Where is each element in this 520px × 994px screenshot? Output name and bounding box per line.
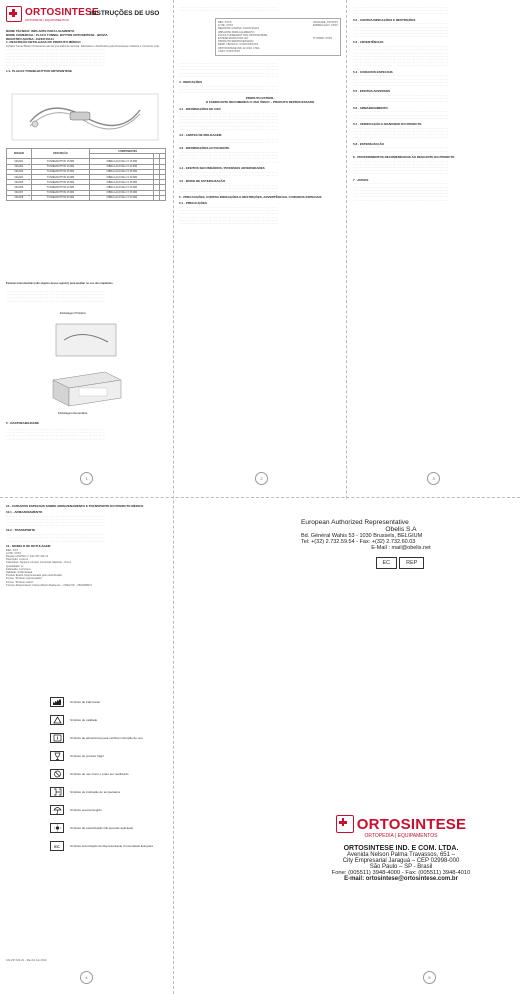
section-heading: 5.5 - EFEITOS ADVERSOS <box>353 89 391 94</box>
table-cell: 001/002 <box>7 164 32 169</box>
fold-line <box>0 497 520 498</box>
table-cell: TUNNELBUTTON 25 MM <box>31 169 89 174</box>
table-cell: 001/004 <box>7 174 32 179</box>
symbol-label: Símbolo de produto frágil <box>70 754 104 758</box>
section-heading: 5 - PRECAUÇÕES, CONTRA INDICAÇÕES E RESTRIÇÕES, ADVERTÊNCIAS, CUIDADOS ESPECIAIS <box>179 195 322 200</box>
symbol-row <box>50 715 168 725</box>
label-line: ESTERILIZADO POR: EO <box>218 37 249 41</box>
rep-label: REP <box>399 557 424 569</box>
section-heading: 1.1- PLACAS TUNNELBUTTON ORTOSINTESE <box>6 68 73 73</box>
body-text: ··· ··· ··· ··· ··· ··· ··· ··· ··· ··· ··· ··· ··· ··· ··· ··· ··· ··· ··· ··· ··· ··· ··· ··· ··· ··· ··· ··· ··· ··· ··· ··· ··· ··· ··· ··· ··· ··· ··· ··· ··· ··· ··· ··· ··· ··· ··· ··· ··· ··· ··· ··· ··· ··· ··· ··· ··· ··· ··· ··· ··· ··· ··· ··· ··· ··· ··· ··· ··· ··· ··· ··· ··· ··· ··· ··· ··· ··· ··· ··· ··· ··· ··· ··· ··· ··· ··· ··· ··· ··· ··· ··· ··· ··· ··· ··· ··· ··· ··· ··· ··· ··· ··· ··· ··· ··· ··· ··· ··· ··· ··· ··· ··· ··· ··· ··· ··· ··· ··· ··· ··· ··· ··· ··· ··· ··· ··· ··· ··· ··· ··· ··· ··· ··· ··· ··· ··· ··· ··· ··· ··· ··· ··· ··· ··· ··· ··· ··· ··· ··· 4 - INDICAÇÕES ··· ··· ··· ··· ··· ··· ··· ··· ··· ··· ··· ··· ··· ··· ··· ··· ··· ··· ··· ··· ··· ··· ··· ··· ··· ··· ··· ··· ··· ··· ··· ··· ··· ··· ··· ··· ··· ··· ··· ··· ··· ··· ··· ··· ··· ··· ··· ··· ··· ··· ··· ··· ··· ··· ··· ··· ··· ··· ··· ··· ··· ··· ··· ··· ··· ··· ··· ··· ··· ··· ··· ··· ··· ··· ··· ··· ··· ··· ··· ··· ··· ··· ··· ··· ··· ··· ··· ··· ··· ··· PRODUTO ESTÉRIL O FABRICANTE RECOMENDA O USO ÚNICO – PRODUTO REPROCESSADO 4.1 - INFORMAÇÕES DE USO ··· ··· ··· ··· ··· ··· ··· ··· ··· ··· ··· ··· ··· ··· ··· ··· ··· ··· ··· ··· ··· ··· ··· ··· ··· ··· ··· ··· ··· ··· ··· ··· ··· ··· ··· ··· ··· ··· ··· ··· ··· ··· ··· ··· ··· ··· ··· ··· ··· ··· ··· ··· ··· ··· ··· ··· ··· ··· ··· ··· ··· ··· ··· ··· ··· ··· ··· ··· ··· ··· ··· ··· ··· ··· ··· ··· ··· ··· ··· ··· ··· ··· ··· ··· ··· ··· ··· ··· ··· ··· ··· ··· ··· ··· ··· ··· ··· ··· ··· ··· ··· ··· ··· ··· ··· ··· ··· ··· ··· ··· ··· ··· ··· ··· ··· ··· ··· ··· ··· ··· ··· ··· ··· ··· ··· ··· ··· ··· ··· ··· ··· ··· ··· ··· ··· ··· ··· ··· ··· ··· ··· ··· ··· ··· ··· ··· ··· ··· ··· ··· ··· ··· ··· ··· ··· ··· ··· ··· ··· ··· ··· ··· ··· ··· ··· ··· ··· ··· ··· ··· ··· ··· ··· ··· ··· ··· ··· ··· ··· ··· 4.2 - LIMITES DE MOLDAGEM ··· ··· ··· ··· ··· ··· ··· ··· ··· ··· ··· ··· ··· ··· ··· ··· ··· ··· ··· ··· ··· ··· ··· ··· ··· ··· ··· ··· ··· ··· ··· ··· ··· ··· ··· ··· ··· ··· ··· ··· ··· ··· ··· ··· ··· ··· ··· ··· ··· ··· ··· ··· ··· ··· ··· ··· ··· ··· ··· ··· 4.3 - INFORMAÇÕES AO PACIENTE ··· ··· ··· ··· ··· ··· ··· ··· ··· ··· ··· ··· ··· ··· ··· ··· ··· ··· ··· ··· ··· ··· ··· ··· ··· ··· ··· ··· ··· ··· ··· ··· ··· ··· ··· ··· ··· ··· ··· ··· ··· ··· ··· ··· ··· ··· ··· ··· ··· ··· ··· ··· ··· ··· ··· ··· ··· ··· ··· ··· ··· ··· ··· ··· ··· ··· ··· ··· ··· ··· ··· ··· ··· ··· ··· ··· ··· ··· ··· ··· ··· ··· ··· ··· ··· ··· ··· ··· ··· ··· ··· ··· ··· ··· ··· ··· ··· ··· ··· ··· ··· ··· ··· ··· ··· ··· ··· ··· ··· ··· ··· ··· ··· ··· ··· ··· ··· ··· ··· ··· 4.4 - EFEITOS SECUNDÁRIOS / POSSÍVEIS ADVERSIDADES ··· ··· ··· ··· ··· ··· ··· ··· ··· ··· ··· ··· ··· ··· ··· ··· ··· ··· ··· ··· ··· ··· ··· ··· ··· ··· ··· ··· ··· ··· ··· ··· ··· ··· ··· ··· ··· ··· ··· ··· ··· ··· ··· ··· ··· ··· ··· ··· ··· ··· ··· ··· ··· ··· ··· ··· ··· ··· ··· ··· 4.5 - MODO DE ESTERILIZAÇÃO ··· ··· ··· ··· ··· ··· ··· ··· ··· ··· ··· ··· ··· ··· ··· ··· ··· ··· ··· ··· ··· ··· ··· ··· ··· ··· ··· ··· ··· ··· ··· ··· ··· ··· ··· ··· ··· ··· ··· ··· ··· ··· ··· ··· ··· ··· ··· ··· ··· ··· ··· ··· ··· ··· ··· ··· ··· ··· ··· ··· ··· ··· ··· ··· ··· ··· ··· ··· ··· ··· ··· ··· ··· ··· ··· ··· ··· ··· ··· ··· ··· ··· ··· ··· ··· ··· ··· ··· ··· ··· 5 - PRECAUÇÕES, CONTRA INDICAÇÕES E RESTRIÇÕES, ADVERTÊNCIAS, CUIDADOS ESPECIAIS 5.1 - PRECAUÇÕES ··· ··· ··· ··· ··· ··· ··· ··· ··· ··· ··· ··· ··· ··· ··· ··· ··· ··· ··· ··· ··· ··· ··· ··· ··· ··· ··· ··· ··· ··· ··· ··· ··· ··· ··· ··· ··· ··· ··· ··· ··· ··· ··· ··· ··· ··· ··· ··· ··· ··· ··· ··· ··· ··· ··· ··· ··· ··· ··· ··· ··· ··· ··· ··· ··· ··· ··· ··· ··· ··· ··· ··· ··· ··· ··· ··· ··· ··· ··· ··· ··· ··· ··· ··· ··· ··· ··· ··· ··· ··· ··· ··· ··· ··· ··· ··· ··· ··· ··· ··· ··· ··· ··· ··· ··· ··· ··· ··· ··· ··· ··· ··· ··· ··· ··· ··· ··· ··· ··· ··· ··· ··· ··· ··· ··· ··· ··· ··· ··· ··· ··· ··· ··· ··· ··· ··· ··· ··· ··· ··· ··· ··· ··· ··· ··· ··· ··· ··· ··· ··· ··· ··· ··· ··· ··· ··· ··· ··· ··· ··· ··· ··· ··· ··· ··· ··· ··· ··· ··· ··· ··· ··· ··· ··· ··· ··· ··· ··· ··· ··· <box>179 62 341 225</box>
page-1 <box>0 0 172 496</box>
intro-line: REGISTRO ANVISA: 10223710121 <box>6 36 54 41</box>
page-5 <box>175 499 517 994</box>
factory-icon <box>50 697 64 707</box>
body-text: ··· ··· ··· ··· ··· ··· ··· ··· ··· ··· ··· ··· ··· ··· ··· ··· ··· ··· ··· ··· ··· ··· ··· ··· ··· ··· ··· ··· ··· ··· ··· ··· ··· ··· ··· ··· ··· ··· ··· ··· ··· ··· ··· ··· ··· ··· ··· ··· ··· ··· ··· ··· ··· ··· ··· ··· ··· ··· ··· ··· ··· ··· ··· ··· ··· ··· ··· ··· ··· ··· ··· ··· ··· ··· ··· ··· ··· ··· ··· ··· ··· ··· ··· ··· ··· ··· ··· 5.2 - CONTRA INDICAÇÕES E RESTRIÇÕES ··· ··· ··· ··· ··· ··· ··· ··· ··· ··· ··· ··· ··· ··· ··· ··· ··· ··· ··· ··· ··· ··· ··· ··· ··· ··· ··· ··· ··· ··· ··· ··· ··· ··· ··· ··· ··· ··· ··· ··· ··· ··· ··· ··· ··· ··· ··· ··· ··· ··· ··· ··· ··· ··· ··· ··· ··· ··· ··· ··· ··· ··· ··· ··· ··· ··· ··· ··· ··· ··· ··· ··· ··· ··· ··· ··· ··· ··· ··· ··· ··· ··· ··· ··· ··· ··· ··· ··· ··· ··· ··· ··· ··· ··· ··· ··· ··· ··· ··· ··· ··· ··· ··· ··· ··· ··· ··· ··· ··· ··· ··· ··· ··· ··· ··· ··· ··· ··· ··· ··· ··· ··· ··· ··· ··· ··· ··· ··· ··· ··· ··· ··· ··· ··· ··· ··· ··· ··· ··· ··· ··· ··· ··· ··· ··· 5.3 - ADVERTÊNCIAS ··· ··· ··· ··· ··· ··· ··· ··· ··· ··· ··· ··· ··· ··· ··· ··· ··· ··· ··· ··· ··· ··· ··· ··· ··· ··· ··· ··· ··· ··· ··· ··· ··· ··· ··· ··· ··· ··· ··· ··· ··· ··· ··· ··· ··· ··· ··· ··· ··· ··· ··· ··· ··· ··· ··· ··· ··· ··· ··· ··· ··· ··· ··· ··· ··· ··· ··· ··· ··· ··· ··· ··· ··· ··· ··· ··· ··· ··· ··· ··· ··· ··· ··· ··· ··· ··· ··· ··· ··· ··· ··· ··· ··· ··· ··· ··· ··· ··· ··· ··· ··· ··· ··· ··· ··· ··· ··· ··· ··· ··· ··· ··· ··· ··· ··· ··· ··· ··· ··· ··· ··· ··· ··· ··· ··· ··· ··· ··· ··· ··· ··· ··· ··· ··· ··· ··· ··· ··· ··· ··· ··· ··· ··· ··· ··· ··· ··· ··· ··· ··· ··· ··· ··· ··· ··· ··· ··· ··· ··· ··· ··· ··· ··· ··· ··· ··· ··· ··· ··· ··· ··· ··· ··· ··· ··· ··· ··· ··· ··· ··· ··· ··· ··· ··· ··· ··· ··· ··· ··· ··· ··· ··· ··· ··· ··· ··· ··· ··· ··· ··· ··· ··· ··· 5.4 - CUIDADOS ESPECIAIS ··· ··· ··· ··· ··· ··· ··· ··· ··· ··· ··· ··· ··· ··· ··· ··· ··· ··· ··· ··· ··· ··· ··· ··· ··· ··· ··· ··· ··· ··· ··· ··· ··· ··· ··· ··· ··· ··· ··· ··· ··· ··· ··· ··· ··· ··· ··· ··· ··· ··· ··· ··· ··· ··· ··· ··· ··· ··· ··· ··· ··· ··· ··· ··· ··· ··· ··· ··· ··· ··· ··· ··· ··· ··· ··· ··· ··· ··· ··· ··· ··· ··· ··· ··· ··· ··· ··· ··· ··· ··· ··· ··· ··· ··· ··· ··· ··· ··· ··· ··· ··· ··· ··· ··· ··· ··· ··· ··· ··· ··· ··· ··· ··· ··· ··· ··· 5.5 - EFEITOS ADVERSOS ··· ··· ··· ··· ··· ··· ··· ··· ··· ··· ··· ··· ··· ··· ··· ··· ··· ··· ··· ··· ··· ··· ··· ··· ··· ··· ··· ··· ··· ··· ··· ··· ··· ··· ··· ··· ··· ··· ··· ··· ··· ··· ··· ··· ··· ··· ··· ··· ··· ··· ··· ··· ··· ··· ··· ··· ··· ··· ··· ··· ··· ··· ··· ··· ··· ··· ··· ··· ··· ··· ··· ··· ··· ··· ··· ··· ··· ··· ··· ··· ··· ··· ··· ··· ··· ··· ··· 5.6 - ARMAZENAMENTO ··· ··· ··· ··· ··· ··· ··· ··· ··· ··· ··· ··· ··· ··· ··· ··· ··· ··· ··· ··· ··· ··· ··· ··· ··· ··· ··· ··· ··· ··· ··· ··· ··· ··· ··· ··· ··· ··· ··· ··· ··· ··· ··· ··· ··· ··· ··· ··· ··· ··· ··· ··· ··· ··· ··· ··· ··· ··· ··· ··· ··· ··· ··· ··· ··· ··· ··· ··· ··· ··· ··· ··· ··· ··· ··· ··· ··· ··· ··· ··· ··· ··· ··· ··· ··· ··· ··· 5.7 - VERIFICAÇÃO E MANUSEIO DO PRODUTO ··· ··· ··· ··· ··· ··· ··· ··· ··· ··· ··· ··· ··· ··· ··· ··· ··· ··· ··· ··· ··· ··· ··· ··· ··· ··· ··· ··· ··· ··· ··· ··· ··· ··· ··· ··· ··· ··· ··· ··· ··· ··· ··· ··· ··· ··· ··· ··· ··· ··· ··· ··· ··· ··· ··· ··· ··· ··· ··· ··· ··· ··· ··· ··· ··· ··· ··· ··· ··· ··· ··· ··· ··· ··· ··· ··· ··· ··· ··· ··· ··· ··· ··· ··· ··· ··· ··· ··· ··· ··· ··· ··· ··· ··· ··· ··· ··· ··· ··· ··· ··· ··· ··· ··· ··· ··· ··· ··· ··· ··· ··· ··· ··· ··· ··· ··· 5.8 - ESTERILIZAÇÃO ··· ··· ··· ··· ··· ··· ··· ··· ··· ··· ··· ··· ··· ··· ··· ··· ··· ··· ··· ··· ··· ··· ··· ··· ··· ··· ··· ··· ··· ··· ··· ··· ··· ··· ··· ··· ··· ··· ··· ··· ··· ··· ··· ··· ··· ··· ··· ··· ··· ··· ··· ··· ··· ··· ··· ··· ··· ··· 6 - PROCEDIMENTOS RECOMENDADOS AO DESCARTE DO PRODUTO ··· ··· ··· ··· ··· ··· ··· ··· ··· ··· ··· ··· ··· ··· ··· ··· ··· ··· ··· ··· ··· ··· ··· ··· ··· ··· ··· ··· ··· ··· ··· ··· ··· ··· ··· ··· ··· ··· ··· ··· ··· ··· ··· ··· ··· ··· ··· ··· ··· ··· ··· ··· ··· ··· ··· ··· ··· ··· ··· ··· ··· ··· ··· ··· ··· ··· ··· ··· ··· ··· ··· ··· ··· ··· ··· ··· ··· ··· ··· ··· ··· ··· ··· ··· ··· ··· ··· ··· ··· ··· ··· ··· ··· ··· ··· ··· ··· ··· ··· ··· ··· ··· ··· ··· ··· ··· ··· ··· ··· ··· ··· ··· ··· ··· ··· ··· ··· ··· ··· ··· ··· ··· ··· ··· ··· ··· ··· ··· ··· ··· ··· ··· ··· ··· ··· ··· ··· ··· ··· ··· ··· ··· ··· ··· ··· 7 - AVISOS ··· ··· ··· ··· ··· ··· ··· ··· ··· ··· ··· ··· ··· ··· ··· ··· ··· ··· ··· ··· ··· ··· ··· ··· ··· ··· ··· ··· ··· ··· ··· ··· ··· ··· ··· ··· ··· ··· ··· ··· ··· ··· ··· ··· ··· ··· ··· ··· ··· ··· ··· ··· ··· ··· ··· ··· ··· ··· ··· ··· ··· ··· ··· ··· ··· ··· ··· ··· ··· ··· ··· ··· ··· ··· ··· ··· ··· ··· ··· ··· ··· ··· ··· ··· ··· ··· ··· ··· ··· ··· ··· ··· ··· ··· ··· ··· ··· ··· ··· ··· ··· ··· ··· ··· ··· ··· ··· ··· ··· ··· ··· ··· ··· ··· ··· ··· ··· ··· ··· ··· ··· ··· ··· ··· ··· ··· ··· ··· ··· ··· ··· ··· ··· ··· ··· ··· ··· ··· ··· ··· ··· ··· ··· ··· ··· ··· ··· ··· ··· ··· ··· ··· ··· ··· ··· ··· ··· ··· ··· ··· ··· ··· ··· ··· ··· ··· ··· ··· ··· ··· ··· ··· ··· ··· <box>353 6 513 202</box>
section-heading: 5.3 - ADVERTÊNCIAS <box>353 40 384 45</box>
section-heading: 7 - AVISOS <box>353 177 369 182</box>
intro-line: NOME TÉCNICO: IMPLANTE PARA LIGAMENTO <box>6 29 75 33</box>
label-line: ORTOSINTESE IND. E COM. LTDA <box>218 46 260 50</box>
filler-text: ··· ··· ··· ··· ··· ··· ··· ··· ··· ··· ··· ··· ··· ··· ··· ··· ··· ··· ··· ··· ··· ··· ··· ··· ··· ··· ··· ··· ··· ··· ··· ··· ··· ··· ··· ··· ··· ··· ··· ··· ··· ··· ··· ··· ··· ··· ··· ··· ··· ··· ··· ··· ··· ··· ··· ··· ··· ··· ··· ··· ··· ··· ··· ··· ··· ··· ··· ··· ··· ··· ··· ··· ··· ··· ··· ··· ··· ··· ··· ··· ··· ··· ··· ··· ··· ··· ··· ··· ··· ··· ··· ··· ··· ··· ··· ··· ··· ··· ··· ··· ··· ··· ··· ··· ··· ··· ··· ··· ··· ··· ··· ··· ··· ··· ··· ··· ··· ··· ··· ··· <box>6 290 105 303</box>
section-heading: 5.7 - VERIFICAÇÃO E MANUSEIO DO PRODUTO <box>353 122 422 127</box>
document-code: 102.237.101.21 – Rev.01 Jun 2013 <box>6 959 47 962</box>
eu-representative <box>301 519 501 569</box>
table-cell: 001/008 <box>7 195 32 200</box>
document-title: INSTRUÇÕES DE USO <box>90 10 160 17</box>
page-number: 4 <box>80 971 93 984</box>
brand-subtitle: ORTOPEDIA | EQUIPAMENTOS <box>364 833 438 839</box>
image-caption: Embalagem Primária <box>60 312 86 315</box>
table-cell: TUNNELBUTTON 40 MM <box>31 185 89 190</box>
light-icon <box>50 823 64 833</box>
product-diagram <box>10 92 160 142</box>
table-cell: FIBRA LAÇO DE 2 X 35 MM <box>90 180 154 185</box>
label-box <box>215 18 341 56</box>
page-4 <box>0 499 172 994</box>
label-line: LOTE: XXXX <box>218 24 234 28</box>
label-line: CNPJ: XXXXXXXX <box>218 49 241 53</box>
ortosintese-logo-icon <box>6 6 22 22</box>
section-heading: 10 - CUIDADOS ESPECIAIS SOBRE ARMAZENAMENTO E TRANSPORTE DO PRODUTO MÉDICO <box>6 504 144 508</box>
label-line: Forma: "Produto reprocessado" <box>6 577 43 581</box>
symbol-row <box>50 787 168 797</box>
sterile-icon <box>50 751 64 761</box>
page-number: 2 <box>255 472 268 485</box>
symbol-label: Símbolo de validade <box>70 718 98 722</box>
symbol-label: Símbolo de indicação de temperatura <box>70 790 120 794</box>
symbol-row <box>50 733 168 743</box>
rep-email: E-Mail : mail@obelis.net <box>371 545 431 551</box>
ec-rep-symbol <box>301 557 501 569</box>
table-cell: TUNNELBUTTON 35 MM <box>31 180 89 185</box>
label-line: REF: XXX <box>6 548 18 552</box>
label-line: Validade: Xx/Mm/Aaaa <box>6 571 33 575</box>
label-line: Registro ANVISA nº: 102.237.101.21 <box>6 555 49 559</box>
rep-name: Obelis S.A <box>385 526 417 533</box>
section-heading: 10.2 - TRANSPORTE <box>6 528 36 533</box>
section-heading: 4.5 - MODO DE ESTERILIZAÇÃO <box>179 179 226 184</box>
table-cell: FIBRA LAÇO DE 2 X 20 MM <box>90 164 154 169</box>
label-line: Fabricado: xx/xx/xxxx <box>6 567 31 571</box>
table-header: IMAGEM <box>7 149 32 159</box>
symbol-row <box>50 697 168 707</box>
company-address: Avenida Nelson Palma Travassos, 651 – <box>347 852 455 858</box>
section-heading: 4.3 - INFORMAÇÕES AO PACIENTE <box>179 146 230 151</box>
label-line: LOTE: XXXX <box>6 551 22 555</box>
page-number: 1 <box>80 472 93 485</box>
symbol-row <box>50 823 168 833</box>
table-cell: 001/001 <box>7 159 32 164</box>
rep-title: European Authorized Representative <box>301 519 409 526</box>
page-number: 5 <box>423 971 436 984</box>
symbol-label: Símbolo seco/protegido <box>70 808 102 812</box>
brand-name: ORTOSINTESE <box>356 815 467 833</box>
brand-name: ORTOSINTESE <box>25 6 99 18</box>
table-cell: 001/003 <box>7 169 32 174</box>
brand-subtitle: ORTOPEDIA | EQUIPAMENTOS <box>25 17 69 22</box>
ec-label: EC <box>376 557 398 569</box>
table-cell: 001/006 <box>7 185 32 190</box>
section-heading: 4.1 - INFORMAÇÕES DE USO <box>179 107 221 112</box>
company-address: São Paulo – SP - Brasil <box>369 864 433 870</box>
section-heading: 10.1 - ARMAZENAMENTO <box>6 509 43 514</box>
rep-address: Bd. Général Wahis 53 - 1030 Brussels, BELGIUM <box>301 533 423 539</box>
footer-brand <box>301 815 501 882</box>
company-phone: Fone: (005511) 3948-4000 - Fax: (005511) 3948-4010 <box>331 870 471 876</box>
label-line: PLACA TUNNELBUTTON ORTOSINTESE <box>218 33 268 37</box>
filler-text: ··· ··· ··· ··· ··· ··· ··· ··· ··· ··· ··· ··· ··· ··· ··· ··· ··· ··· ··· ··· ··· ··· ··· ··· ··· ··· ··· ··· ··· ··· ··· ··· ··· ··· ··· ··· ··· ··· ··· ··· ··· ··· ··· ··· ··· ··· ··· ··· ··· ··· ··· ··· ··· ··· ··· ··· ··· ··· ··· ··· <box>179 6 278 13</box>
table-cell: FIBRA LAÇO DE 2 X 45 MM <box>90 190 154 195</box>
brand-logo <box>6 6 99 22</box>
single-use-icon <box>50 769 64 779</box>
primary-package-image <box>52 320 120 360</box>
page-number: 3 <box>427 472 440 485</box>
temperature-icon <box>50 787 64 797</box>
table-cell: FIBRA LAÇO DE 2 X 15 MM <box>90 159 154 164</box>
table-cell: FIBRA LAÇO DE 2 X 40 MM <box>90 185 154 190</box>
table-cell: TUNNELBUTTON 30 MM <box>31 174 89 179</box>
section-heading: 4 - INDICAÇÕES <box>179 80 203 85</box>
label-line: Fabricante: Tampa e número comercial, Material – Primo <box>6 561 72 565</box>
batch-icon <box>50 715 64 725</box>
brand-logo <box>336 815 466 833</box>
label-line: Técnico Responsável: Carlos Alberto Radoman – CREA SP – 0601928972 <box>6 583 92 587</box>
label-line: Quantidade: xx <box>6 564 24 568</box>
image-caption: Embalagem Secundária <box>58 412 88 415</box>
symbol-row <box>50 805 168 815</box>
label-line: FABRICAÇÃO: XXXX <box>312 24 338 28</box>
intro-line: NOME COMERCIAL: PLACA TUNNEL BUTTON ORTOSINTESE - BIOVIA <box>6 32 108 37</box>
table-header: COMPONENTES <box>90 149 166 154</box>
symbol-label: Símbolo de Fabricante <box>70 700 101 704</box>
company-name: ORTOSINTESE IND. E COM. LTDA. <box>343 845 459 852</box>
table-cell: FIBRA LAÇO DE 2 X 50 MM <box>90 195 154 200</box>
table-cell: 001/005 <box>7 180 32 185</box>
section-heading: 4.2 - LIMITES DE MOLDAGEM <box>179 133 222 138</box>
label-line: N° PRRD: XXXX <box>312 37 333 41</box>
label-line: Descrição: xxxxxxx <box>6 558 29 562</box>
symbol-label: Símbolo Autorização de Representante Comunidade Europeia <box>70 844 153 848</box>
rep-phone: Tel: +(32) 2.732.59.54 - Fax: +(32) 2.732.60.03 <box>301 539 416 545</box>
section-heading: 5.1 - PRECAUÇÕES <box>179 201 208 206</box>
table-cell: TUNNELBUTTON 20 MM <box>31 164 89 169</box>
section-heading: 5.4 - CUIDADOS ESPECIAIS <box>353 69 393 74</box>
symbol-legend <box>50 697 168 859</box>
label-line: REF: XXXX <box>218 21 232 24</box>
symbol-label: Símbolo de advertência para verificar instrução de uso <box>70 736 143 740</box>
label-line: IMPLANTE PARA LIGAMENTO <box>218 30 255 34</box>
company-address: City Empresarial Jaraguá – CEP 02998-000 <box>342 858 460 864</box>
intro-line: A Placa Tunnel Button Ortosintese são de procedência nacional, fabricados e distribuídos pela Ortosintese Indústria e Comércio Ltda. <box>6 45 160 49</box>
page-2 <box>175 0 345 496</box>
table-cell: FIBRA LAÇO DE 2 X 25 MM <box>90 169 154 174</box>
secondary-package-image <box>45 366 127 410</box>
section-heading: 10 - MODELO DE ROTULAGEM <box>6 543 51 548</box>
section-heading: 5 - RASTREABILIDADE <box>6 421 40 425</box>
table-header: DESCRIÇÃO <box>31 149 89 159</box>
symbol-label: Símbolo de uso único e pode ser reutilizado <box>70 772 129 776</box>
table-cell: TUNNELBUTTON 45 MM <box>31 190 89 195</box>
info-icon <box>50 733 64 743</box>
table-cell: TUNNELBUTTON 50 MM <box>31 195 89 200</box>
section-heading: 5.6 - ARMAZENAMENTO <box>353 105 388 110</box>
label-line: REGISTRO ANVISA: 10223710121 <box>218 27 259 31</box>
symbol-label: Símbolo de esterilização OE (quando aplicável) <box>70 826 134 830</box>
section-heading: O FABRICANTE RECOMENDA O USO ÚNICO – PRODUTO REPROCESSADO <box>205 100 315 105</box>
symbol-row <box>50 769 168 779</box>
section-heading: PRODUTO ESTÉRIL <box>245 96 275 101</box>
product-table <box>6 148 166 201</box>
table-cell: TUNNELBUTTON 15 MM <box>31 159 89 164</box>
page-3 <box>349 0 517 496</box>
section-heading: 4.4 - EFEITOS SECUNDÁRIOS / POSSÍVEIS ADVERSIDADES <box>179 165 265 170</box>
label-line: Forma: "Produto estéril" <box>6 580 34 584</box>
label-line: PRODUTO REPROCESSADO <box>218 40 254 44</box>
symbol-row <box>50 751 168 761</box>
label-line: VALIDADE: XX/XXXX <box>312 21 338 24</box>
filler-text: ··· ··· ··· ··· ··· ··· ··· ··· ··· ··· ··· ··· ··· ··· ··· ··· ··· ··· ··· ··· ··· ··· ··· ··· ··· ··· ··· ··· ··· ··· ··· ··· ··· ··· ··· ··· ··· ··· ··· ··· ··· ··· ··· ··· ··· ··· ··· ··· ··· ··· ··· ··· ··· ··· ··· ··· ··· ··· ··· ··· ··· ··· ··· ··· ··· ··· ··· ··· ··· ··· ··· ··· ··· ··· ··· ··· ··· ··· ··· ··· ··· ··· ··· ··· ··· ··· ··· ··· ··· ··· ··· ··· ··· ··· ··· ··· ··· ··· ··· ··· ··· ··· ··· ··· ··· ··· ··· ··· ··· ··· ··· ··· ··· ··· ··· ··· ··· ··· ··· ··· ··· ··· ··· ··· ··· ··· ··· ··· ··· ··· ··· ··· ··· ··· ··· ··· ··· ··· ··· ··· ··· ··· ··· ··· ··· ··· ··· ··· ··· ··· ··· ··· ··· ··· ··· ··· ··· ··· ··· ··· ··· ··· ··· ··· ··· ··· ··· ··· ··· ··· ··· ··· ··· ··· ··· ··· ··· ··· ··· ··· <box>6 48 105 68</box>
filler-text: ··· ··· ··· ··· ··· ··· ··· ··· ··· ··· ··· ··· ··· ··· ··· ··· ··· ··· ··· ··· ··· ··· ··· ··· ··· ··· ··· ··· ··· ··· ··· ··· ··· ··· ··· ··· ··· ··· ··· ··· ··· ··· ··· ··· ··· ··· ··· ··· ··· ··· ··· ··· ··· ··· ··· ··· ··· ··· ··· ··· ··· ··· ··· ··· ··· ··· ··· ··· ··· ··· ··· ··· ··· ··· ··· ··· ··· ··· ··· ··· ··· ··· ··· ··· ··· ··· ··· ··· ··· ··· ··· ··· ··· ··· ··· ··· ··· ··· ··· ··· ··· ··· ··· ··· ··· ··· ··· ··· ··· ··· ··· ··· ··· ··· ··· ··· ··· ··· ··· ··· <box>6 428 105 441</box>
ec-icon: EC <box>50 841 64 851</box>
label-line: Produto Estéril, Reprocessado pelo esterilização <box>6 574 62 578</box>
umbrella-icon <box>50 805 64 815</box>
intro-block <box>6 30 166 73</box>
section-heading: 5.2 - CONTRA INDICAÇÕES E RESTRIÇÕES <box>353 17 416 22</box>
section-heading: 5.8 - ESTERILIZAÇÃO <box>353 141 385 146</box>
table-cell: 001/007 <box>7 190 32 195</box>
intro-line: 1- DESCRIÇÃO DETALHADA DO PRODUTO MÉDICO <box>6 40 81 45</box>
body-text: 10 - CUIDADOS ESPECIAIS SOBRE ARMAZENAMENTO E TRANSPORTE DO PRODUTO MÉDICO 10.1 - ARMAZENAMENTO ··· ··· ··· ··· ··· ··· ··· ··· ··· ··· ··· ··· ··· ··· ··· ··· ··· ··· ··· ··· ··· ··· ··· ··· ··· ··· ··· ··· ··· ··· ··· ··· ··· ··· ··· ··· ··· ··· ··· ··· ··· ··· ··· ··· ··· ··· ··· ··· ··· ··· ··· ··· ··· ··· ··· ··· ··· ··· ··· ··· ··· ··· ··· ··· ··· ··· ··· ··· ··· ··· ··· ··· ··· ··· ··· ··· ··· ··· ··· ··· ··· ··· ··· ··· ··· ··· ··· ··· ··· ··· ··· ··· ··· ··· ··· ··· ··· ··· ··· ··· ··· ··· ··· ··· ··· ··· ··· ··· ··· ··· ··· ··· ··· ··· ··· ··· ··· ··· ··· ··· 10.2 - TRANSPORTE ··· ··· ··· ··· ··· ··· ··· ··· ··· ··· ··· ··· ··· ··· ··· ··· ··· ··· ··· ··· ··· ··· ··· ··· ··· ··· ··· ··· ··· ··· ··· ··· ··· ··· ··· ··· ··· ··· ··· ··· ··· ··· ··· ··· ··· ··· ··· ··· ··· ··· ··· ··· ··· ··· ··· ··· ··· ··· ··· ··· ··· ··· ··· ··· ··· ··· ··· ··· ··· ··· ··· ··· ··· ··· ··· ··· ··· ··· ··· ··· ··· ··· ··· ··· ··· ··· ··· ··· ··· ··· 10 - MODELO DE ROTULAGEM REF: XXX LOTE: XXXX Registro ANVISA nº: 102.237.101.21 Descrição: xxxxxxx Fabricante: Tampa e número comercial, Material – Primo Quantidade: xx Fabricado: xx/xx/xxxx Validade: Xx/Mm/Aaaa Produto Estéril, Reprocessado pelo esterilização Forma: "Produto reprocessado" Forma: "Produto estéril" Técnico Responsável: Carlos Alberto Radoman – CREA SP – 0601928972 <box>6 505 166 587</box>
table-note: Existem instrumentais (não objetos desse registro) para auxiliar no uso dos implantes. <box>6 282 114 285</box>
label-line: RESP. TÉCNICO: XXXXXXXXXXX <box>218 43 259 47</box>
ortosintese-logo-icon <box>336 815 354 833</box>
symbol-row <box>50 841 168 851</box>
company-email: E-mail: ortosintese@ortosintese.com.br <box>344 876 458 882</box>
table-row <box>7 195 166 200</box>
table-cell: FIBRA LAÇO DE 2 X 30 MM <box>90 174 154 179</box>
section-heading: 6 - PROCEDIMENTOS RECOMENDADOS AO DESCARTE DO PRODUTO <box>353 154 455 159</box>
